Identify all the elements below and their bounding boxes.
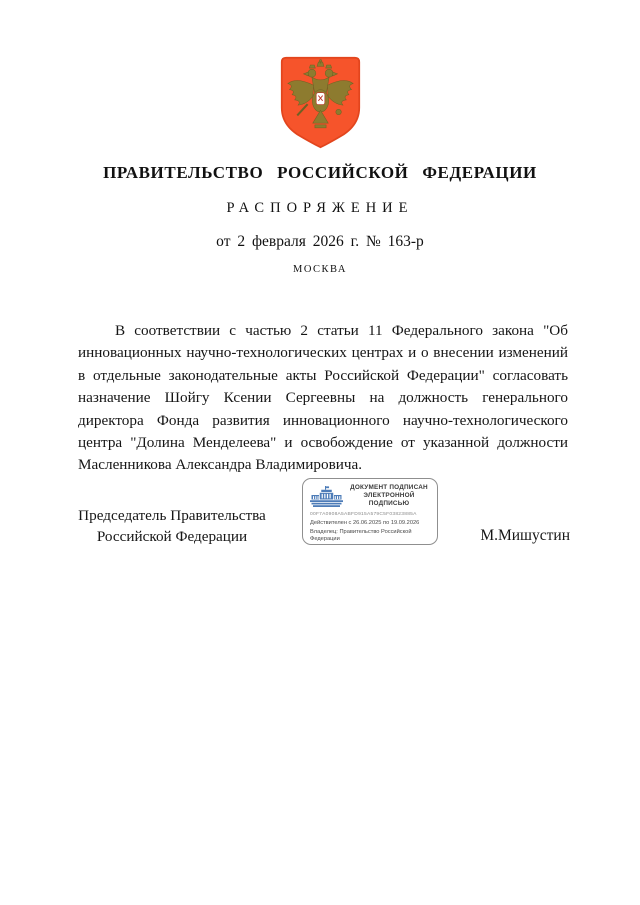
stamp-title-line2: ЭЛЕКТРОННОЙ ПОДПИСЬЮ — [363, 492, 415, 507]
certificate-number: 00F7A0908A5ABFD915A579C5F03823885A — [310, 512, 417, 517]
certificate-owner: Владелец: Правительство Российской Федерации — [310, 528, 412, 542]
stamp-header-row — [303, 479, 437, 510]
government-building-icon — [310, 486, 343, 507]
signer-name: М.Мишустин — [480, 527, 570, 544]
page-title: ПРАВИТЕЛЬСТВО РОССИЙСКОЙ ФЕДЕРАЦИИ — [103, 163, 537, 182]
city-label: МОСКВА — [293, 264, 347, 275]
decree-body-paragraph: В соответствии с частью 2 статьи 11 Федерального закона "Об инновационных научно-технологических центрах и о внесении изменений в отдельные законодательные акты Российской Федерации" согласовать назначение Шойгу Ксении Сергеевны на должность генерального директора Фонда развития инновационного научно-технологического центра "Долина Менделеева" и освобождение от указанной должности Масленникова Александра Владимировича. — [78, 322, 568, 474]
document-type-heading: РАСПОРЯЖЕНИЕ — [226, 200, 414, 216]
signer-position-line1: Председатель Правительства — [78, 507, 266, 524]
certificate-validity: Действителен с 26.06.2025 по 19.09.2026 — [310, 519, 420, 526]
electronic-signature-stamp — [302, 478, 438, 545]
signer-position-line2: Российской Федерации — [96, 528, 248, 545]
stamp-title-line1: ДОКУМЕНТ ПОДПИСАН — [350, 484, 428, 491]
signer-position — [78, 505, 266, 547]
stamp-title — [348, 484, 430, 508]
date-number-line: от 2 февраля 2026 г. № 163-р — [216, 233, 424, 250]
coat-of-arms-icon — [277, 56, 364, 149]
